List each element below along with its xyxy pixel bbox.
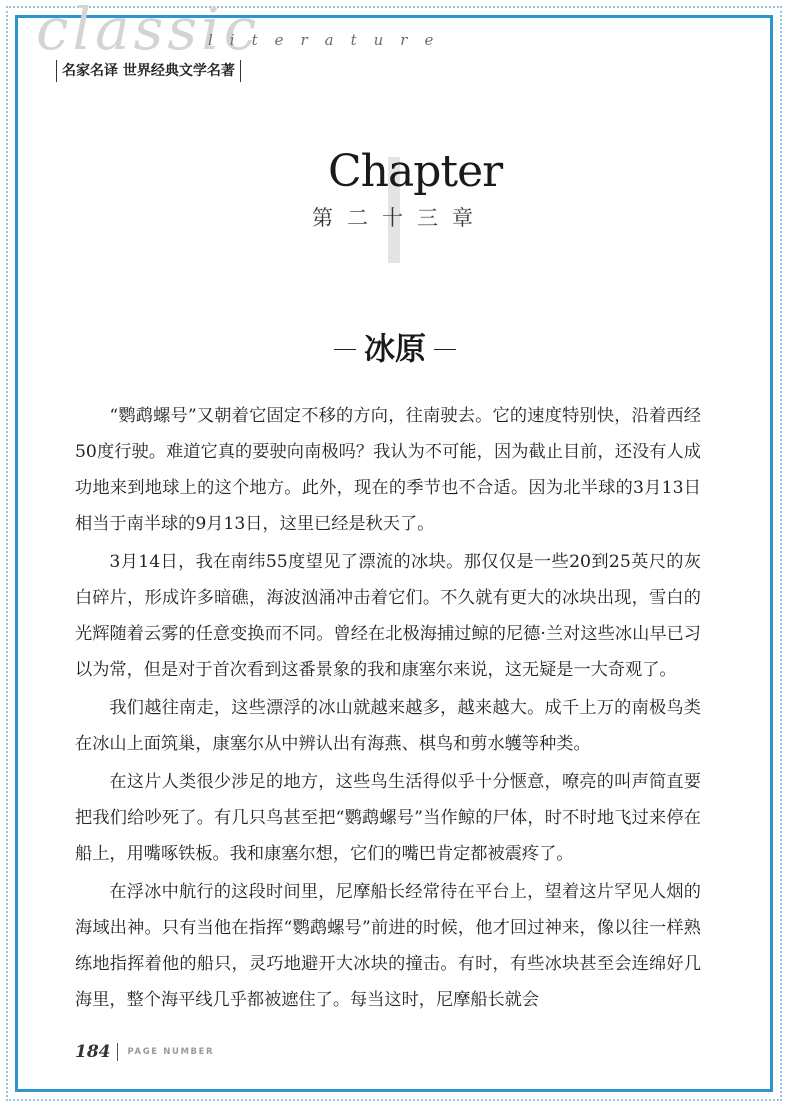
body-text [75, 398, 701, 1020]
page-number: 184 [75, 1042, 111, 1062]
brand-script-watermark: classic [36, 0, 261, 63]
chapter-number: 第二十三章 [312, 206, 487, 230]
paragraph: 我们越往南走，这些漂浮的冰山就越来越多，越来越大。成千上万的南极鸟类在冰山上面筑巢，康塞尔从中辨认出有海燕、棋鸟和剪水鹱等种类。 [75, 698, 701, 754]
footer-divider [117, 1043, 118, 1061]
title-dash-right [434, 349, 456, 350]
page-number-label: PAGE NUMBER [127, 1047, 215, 1057]
section-title-row [0, 331, 790, 368]
paragraph: 在浮冰中航行的这段时间里，尼摩船长经常待在平台上，望着这片罕见人烟的海域出神。只有当他在指挥“鹦鹉螺号”前进的时候，他才回过神来，像以往一样熟练地指挥着他的船只，灵巧地避开大冰块的撞击。有时，有些冰块甚至会连绵好几海里，整个海平线几乎都被遮住了。每当这时，尼摩船长就会 [75, 882, 701, 1010]
page-footer [75, 1040, 214, 1064]
paragraph: “鹦鹉螺号”又朝着它固定不移的方向，往南驶去。它的速度特别快，沿着西经50度行驶。难道它真的要驶向南极吗？我认为不可能，因为截止目前，还没有人成功地来到地球上的这个地方。此外，现在的季节也不合适。因为北半球的3月13日相当于南半球的9月13日，这里已经是秋天了。 [75, 406, 701, 534]
title-dash-left [334, 349, 356, 350]
chapter-heading: Chapter [328, 146, 503, 197]
paragraph: 在这片人类很少涉足的地方，这些鸟生活得似乎十分惬意，嘹亮的叫声简直要把我们给吵死了。有几只鸟甚至把“鹦鹉螺号”当作鲸的尸体，时不时地飞过来停在船上，用嘴啄铁板。我和康塞尔想，它们的嘴巴肯定都被震疼了。 [75, 772, 701, 864]
section-title: 冰原 [364, 331, 426, 368]
paragraph: 3月14日，我在南纬55度望见了漂流的冰块。那仅仅是一些20到25英尺的灰白碎片，形成许多暗礁，海波汹涌冲击着它们。不久就有更大的冰块出现，雪白的光辉随着云雾的任意变换而不同。曾经在北极海捕过鲸的尼德·兰对这些冰山早已习以为常，但是对于首次看到这番景象的我和康塞尔来说，这无疑是一大奇观了。 [75, 552, 701, 680]
brand-word: literature [208, 31, 451, 49]
series-title: 名家名译 世界经典文学名著 [56, 60, 241, 82]
